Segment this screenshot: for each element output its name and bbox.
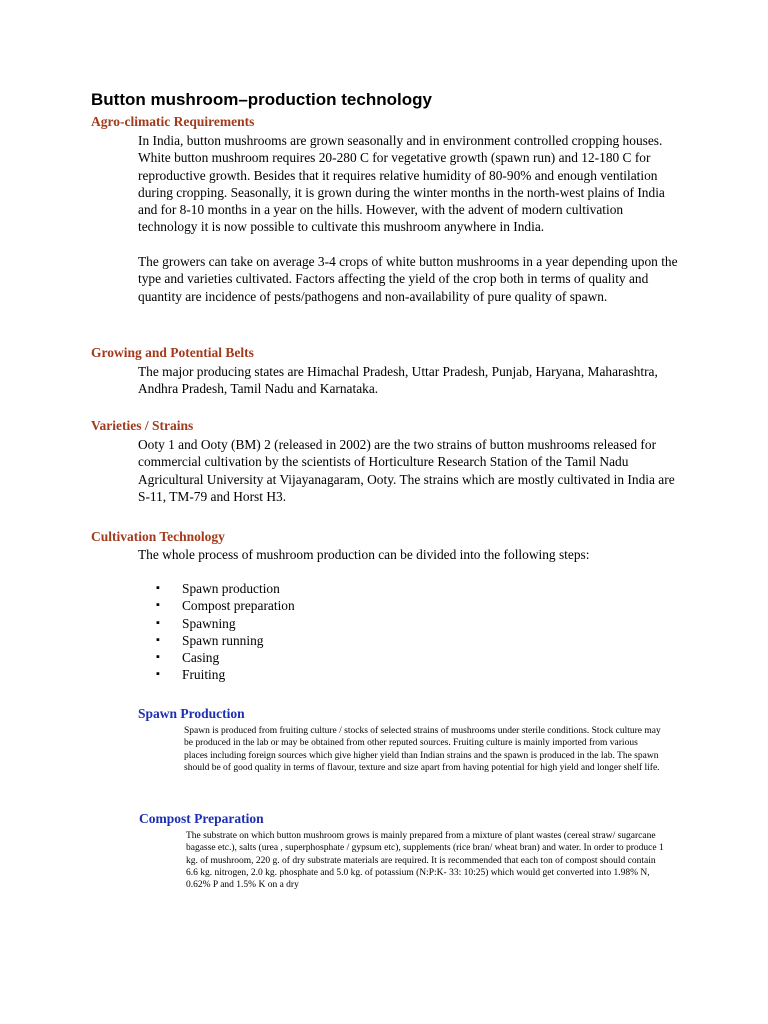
list-item: ▪ Compost preparation: [138, 597, 295, 614]
heading-spawn-production: Spawn Production: [138, 706, 245, 721]
list-item: ▪ Spawning: [138, 615, 295, 632]
heading-agro-climatic: Agro-climatic Requirements: [91, 114, 255, 129]
heading-growing-belts: Growing and Potential Belts: [91, 345, 254, 360]
steps-list: [138, 580, 295, 684]
paragraph-compost-preparation: The substrate on which button mushroom grows is mainly prepared from a mixture of plant wastes (cereal straw/ sugarcane bagasse etc.), salts (urea , superphosphate / gypsum etc), supplements (rice bran/ wheat bran) and water. In order to produce 1 kg. of mushroom, 220 g. of dry substrate materials are required. It is recommended that each ton of compost should contain 6.6 kg. nitrogen, 2.0 kg. phosphate and 5.0 kg. of potassium (N:P:K- 33: 10:25) which would get converted into 1.98% N, 0.62% P and 1.5% K on a dry: [186, 831, 664, 891]
paragraph-cultivation: The whole process of mushroom production can be divided into the following steps:: [138, 547, 590, 562]
list-item: ▪ Casing: [138, 649, 295, 666]
list-item: ▪ Spawn production: [138, 580, 295, 597]
paragraph-agro-2: The growers can take on average 3-4 crops of white button mushrooms in a year depending upon the type and varieties cultivated. Factors affecting the yield of the crop both in terms of quality and quantity are incidence of pests/pathogens and non-availability of pure quality of spawn.: [138, 254, 678, 304]
list-item: ▪ Fruiting: [138, 666, 295, 683]
heading-cultivation: Cultivation Technology: [91, 529, 225, 544]
heading-compost-preparation: Compost Preparation: [139, 811, 264, 826]
document-title: Button mushroom–production technology: [91, 90, 432, 109]
paragraph-agro-1: In India, button mushrooms are grown seasonally and in environment controlled cropping houses. White button mushroom requires 20-280 C for vegetative growth (spawn run) and 12-180 C for reproductive growth. Besides that it requires relative humidity of 80-90% and enough ventilation during cropping. Seasonally, it is grown during the winter months in the north-west plains of India and for 8-10 months in a year on the hills. However, with the advent of modern cultivation technology it is now possible to cultivate this mushroom anywhere in India.: [138, 133, 665, 235]
paragraph-belts: The major producing states are Himachal Pradesh, Uttar Pradesh, Punjab, Haryana, Maharashtra, Andhra Pradesh, Tamil Nadu and Karnataka.: [138, 364, 658, 397]
list-item: ▪ Spawn running: [138, 632, 295, 649]
paragraph-spawn-production: Spawn is produced from fruiting culture / stocks of selected strains of mushrooms under sterile conditions. Stock culture may be produced in the lab or may be obtained from other reputed sources. Fruiting culture is mainly imported from various places including foreign sources which give higher yield than Indian strains and the spawn is produced in the lab. The spawn should be of good quality in terms of flavour, texture and size apart from having potential for high yield and longer shelf life.: [184, 726, 661, 773]
paragraph-varieties: Ooty 1 and Ooty (BM) 2 (released in 2002) are the two strains of button mushrooms released for commercial cultivation by the scientists of Horticulture Research Station of the Tamil Nadu Agricultural University at Vijayanagaram, Ooty. The strains which are mostly cultivated in India are S-11, TM-79 and Horst H3.: [138, 437, 675, 504]
heading-varieties: Varieties / Strains: [91, 418, 194, 433]
